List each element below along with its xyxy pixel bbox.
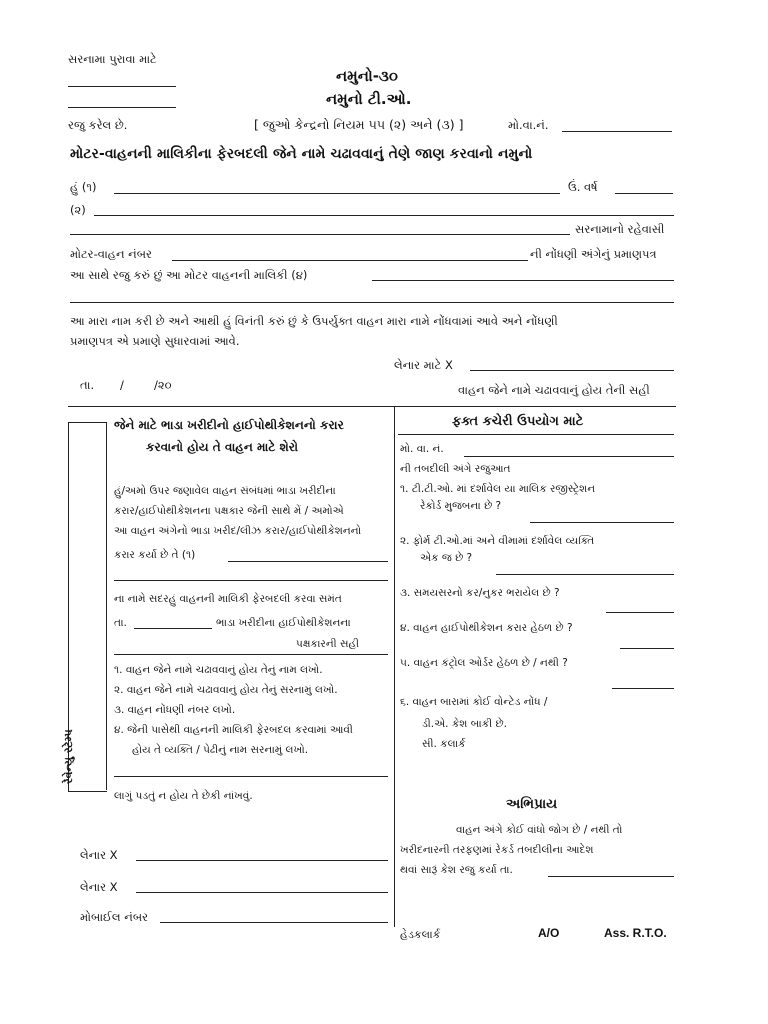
opinion-line-2: ખરીદનારની તરફણમાં રેકર્ડ તબદીલીના આદેશ xyxy=(400,844,594,856)
ao-label: A/O xyxy=(538,926,560,940)
buyer-sign-label: લેનાર માટે X xyxy=(394,358,453,372)
answer-1-field[interactable] xyxy=(530,522,674,523)
answer-5-field[interactable] xyxy=(612,688,674,689)
note-4b: હોય તે વ્યક્તિ / પેઢીનું નામ સરનામું લખો. xyxy=(132,744,309,756)
form-number: નમુનો-૩૦ xyxy=(336,67,398,85)
submitted-label: રજુ કરેલ છે. xyxy=(68,118,128,132)
question-2a: ૨. ફોર્મ ટી.ઓ.માં અને વીમામાં દર્શાવેલ વ્યક્તિ xyxy=(400,535,595,547)
consent-line-3: આ વાહન અંગેનો ભાડા ખરીદ/લીઝ કરાર/હાઈપોથીકેશનનો xyxy=(114,525,362,537)
mova-no-field[interactable] xyxy=(562,131,672,132)
note-4a: ૪. જેની પાસેથી વાહનની માલિકી ફેરબદલ કરવામાં આવી xyxy=(114,724,353,736)
hp-date-field[interactable] xyxy=(134,628,212,629)
office-mova-label: મો. વા. નં. xyxy=(400,443,444,455)
office-use-title: ફક્ત કચેરી ઉપયોગ માટે xyxy=(452,414,584,429)
mobile-label: મોબાઈલ નંબર xyxy=(80,910,149,924)
opinion-title: અભિપ્રાય xyxy=(506,796,558,812)
revenue-stamp-label: રેવેન્યુ સ્ટેમ્પ xyxy=(62,729,75,784)
arto-label: Ass. R.T.O. xyxy=(604,926,667,940)
buyer-2-signature-field[interactable] xyxy=(136,892,388,893)
applicant-name-field[interactable] xyxy=(114,193,560,194)
question-5: ૫. વાહન કંટ્રોલ ઓર્ડર હેઠળ છે / નથી ? xyxy=(400,657,568,669)
question-1b: રેકોર્ડ મુજબના છે ? xyxy=(420,500,502,512)
hp-party-label-1: ભાડા ખરીદીના હાઈપોથીકેશનના xyxy=(216,617,351,629)
notes-top-rule xyxy=(114,654,388,655)
answer-2-field[interactable] xyxy=(496,574,674,575)
line-two-label: (૨) xyxy=(70,203,86,217)
mobile-number-field[interactable] xyxy=(160,922,388,923)
address-proof-line-2 xyxy=(68,107,176,108)
agree-line: ના નામે સદરહું વાહનની માલિકી ફેરબદલી કરવા સમંત xyxy=(114,593,342,605)
consent-line-1: હું/અમો ઉપર જણાવેલ વાહન સંબંધમાં ભાડા ખરીદીના xyxy=(114,485,336,497)
consent-line-4: કરાર કર્યા છે તે (૧) xyxy=(114,549,196,561)
clerk-label: સી. કલાર્ક xyxy=(422,738,466,750)
notes-bottom-rule xyxy=(114,776,388,777)
request-text-2: પ્રમાણપત્ર એ પ્રમાણે સુધારવામાં આવે. xyxy=(70,334,240,348)
address-field[interactable] xyxy=(94,215,674,216)
hp-title-2: કરવાનો હોય તે વાહન માટે શેરો xyxy=(146,440,298,454)
question-6: ૬. વાહન બારામાં કોઈ વોન્ટેડ નોંધ / xyxy=(400,696,548,708)
note-2: ૨. વાહન જેને નામે ચઢાવવાનું હોય તેનું સરનામું લખો. xyxy=(114,684,338,696)
previous-owner-field[interactable] xyxy=(372,280,674,281)
head-clerk-label: હેડકલાર્ક xyxy=(400,928,441,941)
hp-party-label-2: પક્ષકારની સહી xyxy=(296,638,359,650)
hp-party-name-field-2[interactable] xyxy=(114,580,388,581)
question-1a: ૧. ટી.ટી.ઓ. માં દર્શાવેલ યા માલિક રજીસ્ટ્રેશન xyxy=(400,483,596,495)
question-2b: એક જ છે ? xyxy=(420,552,473,564)
question-3: ૩. સમયસરનો કર/નુકર ભરાયેલ છે ? xyxy=(400,587,560,599)
hp-date-label: તા. xyxy=(114,617,127,629)
note-1: ૧. વાહન જેને નામે ચઢાવવાનું હોય તેનું નામ લખો. xyxy=(114,664,323,676)
answer-3-field[interactable] xyxy=(606,612,674,613)
main-title: મોટર-વાહનની માલિકીના ફેરબદલી જેને નામે ચઢાવવાનું તેણે જાણ કરવાનો નમુનો xyxy=(70,146,533,162)
date-label: તા. xyxy=(80,378,95,392)
registration-cert-label: ની નોંધણી અંગેનું પ્રમાણપત્ર xyxy=(530,247,657,261)
submit-ownership-label: આ સાથે રજુ કરું છું આ મોટર વાહનની માલિકી (૪) xyxy=(70,268,308,282)
date-slash: / xyxy=(120,378,124,392)
buyer-1-label: લેનાર X xyxy=(80,848,118,862)
answer-4-field[interactable] xyxy=(620,648,674,649)
office-mova-field[interactable] xyxy=(464,456,674,457)
address-proof-label: સરનામા પુરાવા માટે xyxy=(68,52,157,66)
transfer-label: ની તબદીલી અંગે રજુઆત xyxy=(400,463,511,475)
hp-party-name-field[interactable] xyxy=(228,561,388,562)
vehicle-number-field[interactable] xyxy=(172,260,528,261)
question-4: ૪. વાહન હાઈપોથીકેશન કરાર હેઠળ છે ? xyxy=(400,622,573,634)
resident-label: સરનામાનો રહેવાસી xyxy=(575,222,665,236)
buyer-2-label: લેનાર X xyxy=(80,880,118,894)
consent-line-2: કરાર/હાઈપોથીકેશનના પક્ષકાર જેની સાથે મેં / અમોએ xyxy=(114,505,344,517)
signature-label: વાહન જેને નામે ચઢાવવાનું હોય તેની સહી xyxy=(458,383,650,397)
da-cash-label: ડી.એ. કેશ બાકી છે. xyxy=(422,718,507,730)
opinion-line-3: થવાં સારૂં કેશ રજુ કર્યા તા. xyxy=(400,864,513,876)
age-field[interactable] xyxy=(615,193,673,194)
vehicle-number-label: મોટર-વાહન નંબર xyxy=(70,247,152,261)
column-divider xyxy=(394,407,395,927)
age-label: ઉં. વર્ષ xyxy=(568,180,598,194)
date-year: /૨૦ xyxy=(154,378,172,392)
buyer-1-signature-field[interactable] xyxy=(136,860,388,861)
request-text-1: આ મારા નામ કરી છે અને આથી હું વિનંતી કરું છું કે ઉપર્યુક્ત વાહન મારા નામે નોંધવામાં આવે અને નોંધણી xyxy=(70,314,558,328)
revenue-stamp-box-edge xyxy=(106,422,107,790)
opinion-line-1: વાહન અંગે કોઈ વાંધો જોગ છે / નથી તો xyxy=(456,824,623,836)
previous-owner-field-2[interactable] xyxy=(70,302,674,303)
rule-reference: [ જુઓ કેન્દ્રનો નિયમ ૫૫ (૨) અને (૩) ] xyxy=(254,117,464,132)
address-proof-line xyxy=(68,86,176,87)
section-divider xyxy=(68,406,676,407)
buyer-signature-field[interactable] xyxy=(470,370,674,371)
opinion-date-field[interactable] xyxy=(548,876,674,877)
mova-no-label: મો.વા.નં. xyxy=(508,118,549,132)
address-field-2[interactable] xyxy=(70,234,570,235)
hp-title-1: જેને માટે ભાડા ખરીદીનો હાઈપોથીકેશનનો કરાર xyxy=(114,418,344,432)
office-use-rule xyxy=(398,434,674,435)
strike-note: લાગું પડતું ન હોય તે છેકી નાંખવું. xyxy=(114,790,253,802)
note-3: ૩. વાહન નોંધણી નંબર લખો. xyxy=(114,704,236,716)
form-to-title: નમુનો ટી.ઓ. xyxy=(326,90,412,108)
applicant-name-label: હું (૧) xyxy=(70,180,97,194)
